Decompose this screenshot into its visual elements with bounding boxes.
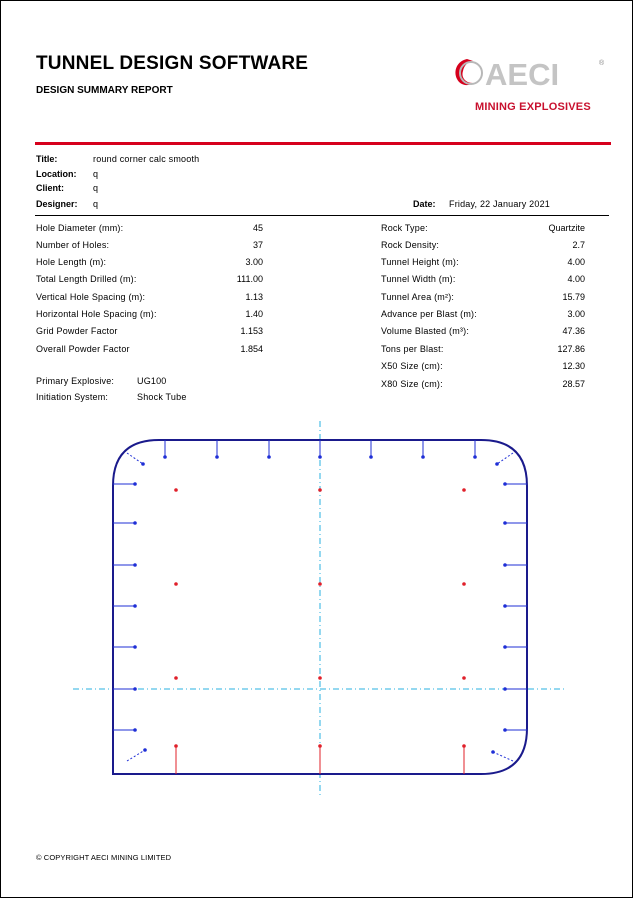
param-label: Rock Type: <box>381 223 428 233</box>
meta-designer-label: Designer: <box>36 199 78 209</box>
param-label: Advance per Blast (m): <box>381 309 477 319</box>
param-label: Rock Density: <box>381 240 440 250</box>
right-wall-hole <box>503 563 507 567</box>
param-value: 1.854 <box>240 344 263 354</box>
corner-hole-collar <box>127 750 145 761</box>
param-value: 127.86 <box>557 344 585 354</box>
roof-hole <box>215 455 219 459</box>
corner-hole <box>143 748 147 752</box>
aeci-logo-mark <box>451 53 611 99</box>
param-label: X50 Size (cm): <box>381 361 443 371</box>
corner-hole <box>141 462 145 466</box>
copyright-notice: © COPYRIGHT AECI MINING LIMITED <box>36 853 172 862</box>
roof-hole <box>267 455 271 459</box>
left-wall-hole <box>133 521 137 525</box>
param-label: Grid Powder Factor <box>36 326 118 336</box>
corner-hole-collar <box>497 453 513 464</box>
param-label: Tunnel Width (m): <box>381 274 456 284</box>
param-value: 15.79 <box>562 292 585 302</box>
corner-hole <box>491 750 495 754</box>
report-subtitle: DESIGN SUMMARY REPORT <box>36 85 173 96</box>
grid-hole <box>318 488 322 492</box>
roof-hole <box>421 455 425 459</box>
left-wall-hole <box>133 687 137 691</box>
param-value: 1.40 <box>245 309 263 319</box>
param-label: Tunnel Area (m²): <box>381 292 455 302</box>
param-value: 37 <box>252 240 263 250</box>
lifter-hole <box>318 744 322 748</box>
param-label: Tunnel Height (m): <box>381 257 459 267</box>
corner-hole-collar <box>493 752 513 761</box>
meta-client-label: Client: <box>36 183 64 193</box>
right-wall-hole <box>503 687 507 691</box>
lifter-hole <box>462 744 466 748</box>
roof-hole <box>163 455 167 459</box>
meta-client-value: q <box>93 183 99 193</box>
param-value: 1.153 <box>240 326 263 336</box>
right-wall-hole <box>503 604 507 608</box>
grid-hole <box>174 676 178 680</box>
lifter-hole <box>174 744 178 748</box>
param-value: 111.00 <box>236 274 263 284</box>
primary-explosive-value: UG100 <box>137 376 167 386</box>
header-divider <box>35 142 611 145</box>
right-wall-hole <box>503 728 507 732</box>
logo-wordmark: AECI <box>485 57 560 92</box>
grid-hole <box>462 676 466 680</box>
param-value: 2.7 <box>572 240 585 250</box>
grid-hole <box>318 676 322 680</box>
meta-divider <box>35 215 609 216</box>
meta-title-value: round corner calc smooth <box>93 154 200 164</box>
param-value: 3.00 <box>245 257 263 267</box>
param-label: Total Length Drilled (m): <box>36 274 137 284</box>
param-value: 4.00 <box>567 257 585 267</box>
logo-registered-mark: ® <box>599 60 605 67</box>
param-value: 45 <box>252 223 263 233</box>
left-wall-hole <box>133 645 137 649</box>
grid-hole <box>318 582 322 586</box>
logo-tagline: MINING EXPLOSIVES <box>475 101 591 113</box>
param-value: Quartzite <box>548 223 585 233</box>
param-label: X80 Size (cm): <box>381 379 443 389</box>
param-value: 12.30 <box>562 361 585 371</box>
meta-location-label: Location: <box>36 169 77 179</box>
roof-hole <box>318 455 322 459</box>
right-wall-hole <box>503 521 507 525</box>
meta-location-value: q <box>93 169 99 179</box>
param-value: 28.57 <box>562 379 585 389</box>
param-label: Hole Length (m): <box>36 257 107 267</box>
param-value: 1.13 <box>245 292 263 302</box>
meta-date-label: Date: <box>413 199 436 209</box>
corner-hole-collar <box>127 453 143 464</box>
param-label: Hole Diameter (mm): <box>36 223 124 233</box>
roof-hole <box>473 455 477 459</box>
left-wall-hole <box>133 563 137 567</box>
tunnel-drill-pattern-diagram <box>1 416 633 801</box>
param-value: 3.00 <box>567 309 585 319</box>
param-label: Horizontal Hole Spacing (m): <box>36 309 157 319</box>
meta-designer-value: q <box>93 199 99 209</box>
param-value: 4.00 <box>567 274 585 284</box>
grid-hole <box>462 582 466 586</box>
right-wall-hole <box>503 645 507 649</box>
param-value: 47.36 <box>562 326 585 336</box>
right-wall-hole <box>503 482 507 486</box>
primary-explosive-label: Primary Explosive: <box>36 376 115 386</box>
aeci-logo <box>451 53 611 119</box>
grid-hole <box>462 488 466 492</box>
meta-title-label: Title: <box>36 154 58 164</box>
grid-hole <box>174 488 178 492</box>
param-label: Volume Blasted (m³): <box>381 326 470 336</box>
initiation-system-value: Shock Tube <box>137 392 187 402</box>
report-title: TUNNEL DESIGN SOFTWARE <box>36 53 309 74</box>
param-label: Tons per Blast: <box>381 344 444 354</box>
param-label: Vertical Hole Spacing (m): <box>36 292 146 302</box>
corner-hole <box>495 462 499 466</box>
left-wall-hole <box>133 728 137 732</box>
grid-hole <box>174 582 178 586</box>
left-wall-hole <box>133 604 137 608</box>
left-wall-hole <box>133 482 137 486</box>
param-label: Number of Holes: <box>36 240 110 250</box>
initiation-system-label: Initiation System: <box>36 392 109 402</box>
param-label: Overall Powder Factor <box>36 344 130 354</box>
roof-hole <box>369 455 373 459</box>
meta-date-value: Friday, 22 January 2021 <box>449 199 550 209</box>
